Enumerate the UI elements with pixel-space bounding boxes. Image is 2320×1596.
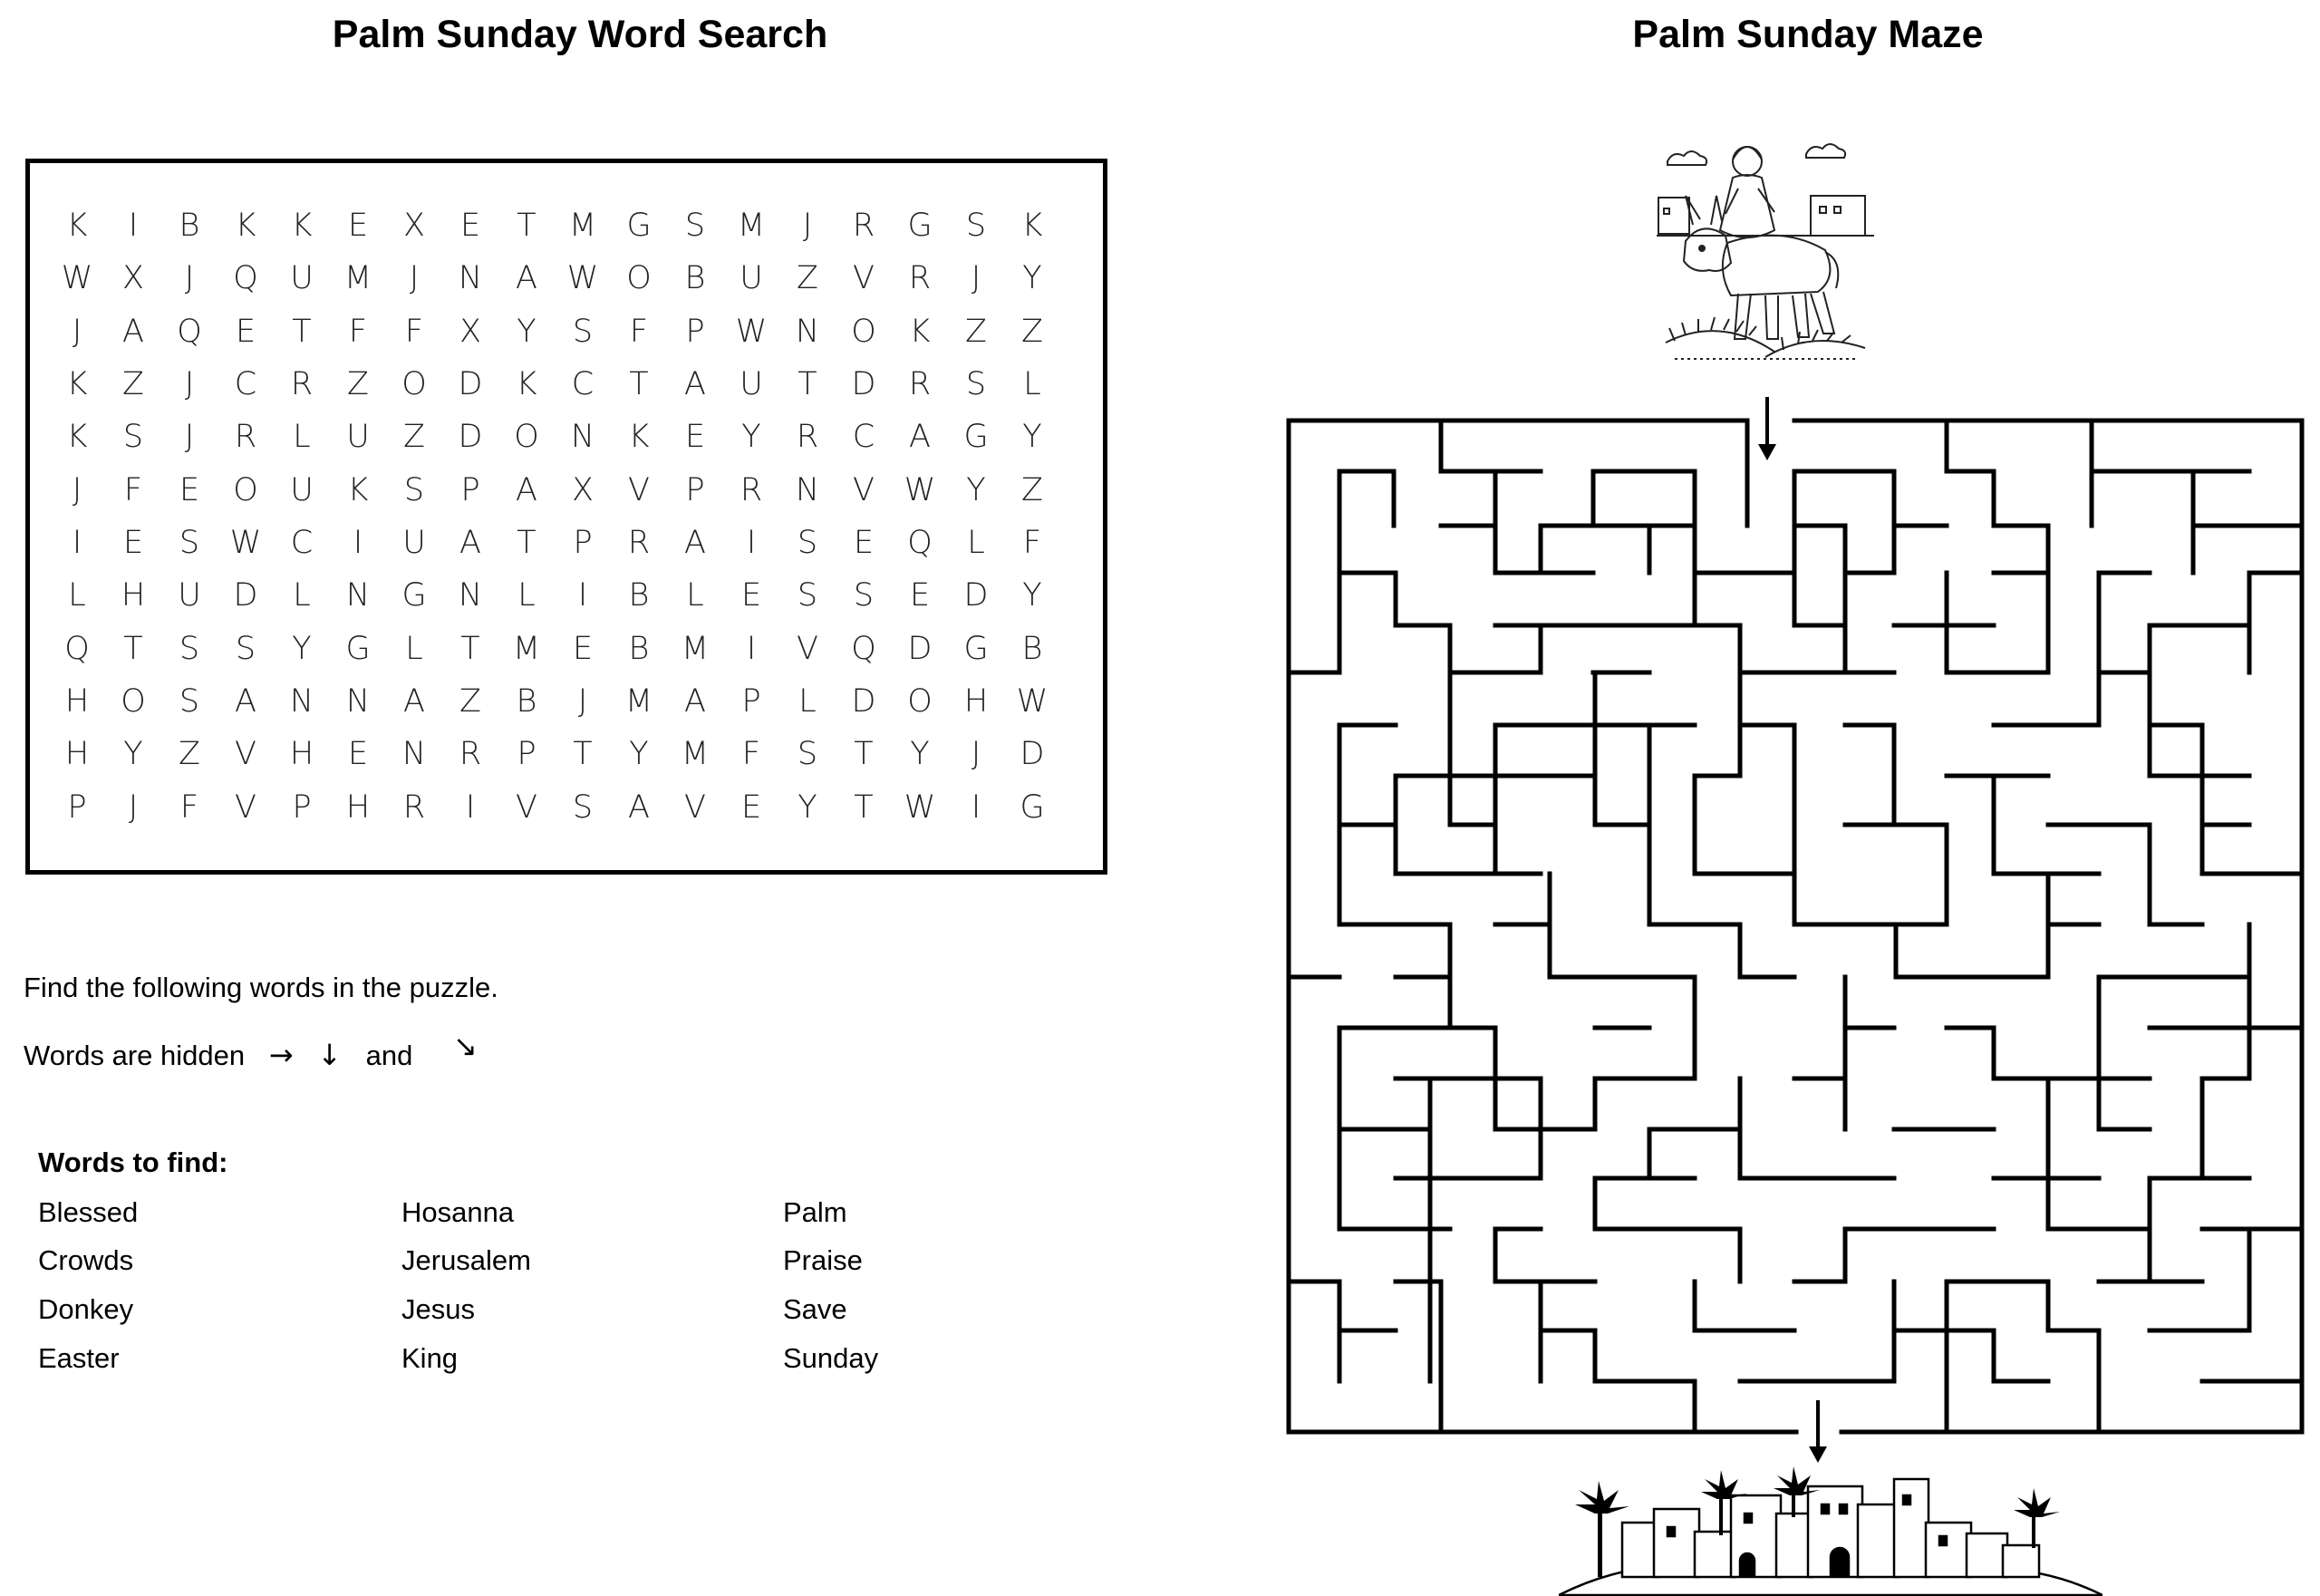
grid-letter: G bbox=[963, 419, 989, 456]
grid-letter: J bbox=[971, 260, 981, 297]
grid-letter: A bbox=[459, 525, 481, 562]
grid-letter: O bbox=[851, 313, 876, 350]
grid-letter: U bbox=[740, 366, 763, 403]
grid-letter: T bbox=[292, 313, 312, 350]
grid-letter: T bbox=[573, 736, 593, 773]
grid-letter: K bbox=[66, 419, 88, 456]
grid-letter: T bbox=[517, 208, 536, 245]
grid-letter: S bbox=[572, 788, 594, 826]
grid-letter: J bbox=[409, 260, 420, 297]
grid-letter: S bbox=[797, 525, 818, 562]
grid-letter: Z bbox=[122, 366, 144, 403]
grid-letter: B bbox=[1021, 630, 1043, 667]
grid-letter: I bbox=[746, 525, 757, 562]
grid-letter: L bbox=[1023, 366, 1041, 403]
grid-letter: Y bbox=[1022, 419, 1042, 456]
grid-letter: Y bbox=[292, 630, 312, 667]
grid-letter: L bbox=[967, 525, 985, 562]
grid-letter: F bbox=[741, 736, 761, 773]
grid-letter: J bbox=[128, 788, 139, 826]
grid-letter: W bbox=[61, 260, 93, 297]
grid-letter: Y bbox=[629, 736, 649, 773]
word-item: Blessed bbox=[38, 1196, 139, 1228]
grid-letter: B bbox=[628, 630, 650, 667]
grid-letter: V bbox=[853, 260, 875, 297]
grid-letter: B bbox=[628, 577, 650, 614]
grid-letter: V bbox=[684, 788, 706, 826]
grid-letter: Y bbox=[123, 736, 143, 773]
grid-letter: S bbox=[684, 208, 706, 245]
grid-letter: A bbox=[909, 419, 931, 456]
grid-letter: L bbox=[405, 630, 423, 667]
grid-letter: L bbox=[68, 577, 86, 614]
grid-letter: V bbox=[628, 471, 650, 508]
grid-letter: N bbox=[401, 736, 427, 773]
word-item: Palm bbox=[783, 1196, 847, 1228]
grid-letter: Z bbox=[1021, 313, 1043, 350]
grid-letter: D bbox=[1020, 736, 1045, 773]
grid-letter: J bbox=[184, 419, 195, 456]
grid-letter: Z bbox=[797, 260, 818, 297]
grid-letter: A bbox=[122, 313, 144, 350]
grid-letter: Y bbox=[910, 736, 930, 773]
grid-letter: X bbox=[459, 313, 481, 350]
grid-letter: Q bbox=[233, 260, 258, 297]
grid-letter: Y bbox=[1022, 260, 1042, 297]
grid-letter: D bbox=[458, 419, 483, 456]
grid-letter: O bbox=[514, 419, 539, 456]
grid-letter: G bbox=[1020, 788, 1045, 826]
arrow-diagonal-icon: ↘ bbox=[452, 1029, 478, 1063]
jerusalem-city-illustration bbox=[1559, 1459, 2102, 1596]
grid-letter: H bbox=[121, 577, 146, 614]
grid-letter: E bbox=[122, 525, 144, 562]
grid-letter: Z bbox=[459, 683, 481, 721]
grid-letter: J bbox=[184, 366, 195, 403]
grid-letter: P bbox=[517, 736, 536, 773]
grid-letter: T bbox=[460, 630, 480, 667]
grid-letter: P bbox=[460, 471, 480, 508]
grid-letter: W bbox=[229, 525, 262, 562]
grid-letter: R bbox=[402, 788, 426, 826]
grid-letter: R bbox=[796, 419, 819, 456]
grid-letter: I bbox=[971, 788, 981, 826]
grid-letter: K bbox=[347, 471, 369, 508]
instruction-hidden-text: Words are hidden bbox=[24, 1040, 246, 1071]
grid-letter: H bbox=[963, 683, 989, 721]
word-item: Sunday bbox=[783, 1342, 879, 1374]
grid-letter: D bbox=[963, 577, 989, 614]
grid-letter: P bbox=[67, 788, 87, 826]
instruction-find-words: Find the following words in the puzzle. bbox=[24, 972, 498, 1003]
grid-letter: X bbox=[122, 260, 144, 297]
grid-letter: M bbox=[737, 208, 766, 245]
grid-letter: O bbox=[121, 683, 146, 721]
grid-letter: S bbox=[235, 630, 256, 667]
grid-letter: Z bbox=[1021, 471, 1043, 508]
grid-letter: E bbox=[909, 577, 931, 614]
grid-letter: S bbox=[179, 683, 200, 721]
grid-letter: E bbox=[179, 471, 200, 508]
grid-letter: C bbox=[852, 419, 875, 456]
grid-letter: A bbox=[516, 471, 537, 508]
grid-letter: I bbox=[128, 208, 139, 245]
grid-letter: I bbox=[72, 525, 82, 562]
grid-letter: U bbox=[178, 577, 201, 614]
grid-letter: S bbox=[122, 419, 144, 456]
grid-letter: Z bbox=[965, 313, 987, 350]
grid-letter: V bbox=[516, 788, 537, 826]
grid-letter: R bbox=[852, 208, 875, 245]
grid-letter: K bbox=[1021, 208, 1043, 245]
grid-letter: B bbox=[516, 683, 537, 721]
grid-letter: S bbox=[853, 577, 875, 614]
grid-letter: F bbox=[123, 471, 143, 508]
grid-letter: S bbox=[179, 630, 200, 667]
grid-letter: V bbox=[797, 630, 818, 667]
grid-letter: F bbox=[404, 313, 424, 350]
grid-letter: P bbox=[741, 683, 761, 721]
grid-letter: S bbox=[797, 577, 818, 614]
maze-title: Palm Sunday Maze bbox=[1632, 13, 1984, 56]
grid-letter: T bbox=[854, 788, 874, 826]
grid-letter: D bbox=[233, 577, 258, 614]
grid-letter: O bbox=[907, 683, 933, 721]
grid-letter: R bbox=[740, 471, 763, 508]
grid-letter: G bbox=[907, 208, 933, 245]
grid-letter: Y bbox=[966, 471, 986, 508]
grid-letter: N bbox=[345, 683, 371, 721]
grid-letter: J bbox=[184, 260, 195, 297]
grid-letter: U bbox=[290, 471, 314, 508]
grid-letter: V bbox=[853, 471, 875, 508]
grid-letter: A bbox=[684, 683, 706, 721]
grid-letter: L bbox=[293, 577, 311, 614]
grid-letter: C bbox=[571, 366, 594, 403]
grid-letter: R bbox=[290, 366, 314, 403]
grid-letter: T bbox=[854, 736, 874, 773]
grid-letter: Z bbox=[179, 736, 200, 773]
grid-letter: A bbox=[628, 788, 650, 826]
grid-letter: K bbox=[66, 366, 88, 403]
grid-letter: A bbox=[684, 366, 706, 403]
grid-letter: I bbox=[577, 577, 588, 614]
grid-letter: M bbox=[512, 630, 541, 667]
grid-letter: L bbox=[517, 577, 536, 614]
grid-letter: A bbox=[403, 683, 425, 721]
grid-letter: G bbox=[345, 630, 371, 667]
grid-letter: M bbox=[568, 208, 597, 245]
grid-letter: Q bbox=[64, 630, 90, 667]
grid-letter: F bbox=[1022, 525, 1042, 562]
grid-letter: E bbox=[740, 577, 762, 614]
grid-letter: K bbox=[628, 419, 650, 456]
grid-letter: G bbox=[626, 208, 652, 245]
grid-letter: N bbox=[570, 419, 595, 456]
grid-letter: K bbox=[516, 366, 537, 403]
grid-letter: H bbox=[289, 736, 314, 773]
grid-letter: V bbox=[235, 788, 256, 826]
grid-letter: W bbox=[566, 260, 599, 297]
grid-letter: U bbox=[740, 260, 763, 297]
grid-letter: E bbox=[572, 630, 594, 667]
maze-walls bbox=[1289, 421, 2302, 1432]
grid-letter: B bbox=[684, 260, 706, 297]
grid-letter: G bbox=[401, 577, 427, 614]
grid-letter: W bbox=[904, 471, 936, 508]
grid-letter: Q bbox=[851, 630, 876, 667]
grid-letter: P bbox=[685, 313, 705, 350]
grid-letter: R bbox=[627, 525, 651, 562]
grid-letter: E bbox=[347, 736, 369, 773]
grid-letter: R bbox=[908, 366, 932, 403]
maze-start-arrow bbox=[1758, 397, 1776, 460]
grid-letter: C bbox=[234, 366, 257, 403]
grid-letter: S bbox=[797, 736, 818, 773]
grid-letter: S bbox=[965, 208, 987, 245]
grid-letter: W bbox=[1016, 683, 1049, 721]
grid-letter: A bbox=[516, 260, 537, 297]
arrow-down-icon: ↓ bbox=[317, 1038, 342, 1072]
grid-letter: K bbox=[235, 208, 256, 245]
grid-letter: T bbox=[517, 525, 536, 562]
grid-letter: O bbox=[233, 471, 258, 508]
word-item: Jesus bbox=[401, 1293, 475, 1325]
word-search-title: Palm Sunday Word Search bbox=[332, 13, 828, 56]
word-item: Crowds bbox=[38, 1244, 134, 1276]
grid-letter: N bbox=[345, 577, 371, 614]
grid-letter: E bbox=[740, 788, 762, 826]
grid-letter: J bbox=[72, 313, 82, 350]
grid-letter: U bbox=[346, 419, 370, 456]
grid-letter: T bbox=[123, 630, 143, 667]
grid-letter: S bbox=[179, 525, 200, 562]
grid-letter: H bbox=[64, 683, 90, 721]
grid-letter: J bbox=[971, 736, 981, 773]
grid-letter: Z bbox=[403, 419, 425, 456]
grid-letter: W bbox=[904, 788, 936, 826]
grid-letter: W bbox=[735, 313, 768, 350]
grid-letter: P bbox=[292, 788, 312, 826]
grid-letter: L bbox=[686, 577, 704, 614]
grid-letter: T bbox=[798, 366, 817, 403]
grid-letter: M bbox=[681, 736, 710, 773]
arrow-right-icon: → bbox=[268, 1038, 294, 1072]
grid-letter: M bbox=[624, 683, 653, 721]
grid-letter: E bbox=[347, 208, 369, 245]
grid-letter: N bbox=[458, 260, 483, 297]
word-item: Hosanna bbox=[401, 1196, 515, 1228]
maze-end-arrow bbox=[1809, 1400, 1827, 1463]
grid-letter: C bbox=[290, 525, 314, 562]
grid-letter: Z bbox=[347, 366, 369, 403]
grid-letter: D bbox=[907, 630, 933, 667]
grid-letter: D bbox=[851, 683, 876, 721]
grid-letter: S bbox=[965, 366, 987, 403]
grid-letter: Q bbox=[907, 525, 933, 562]
grid-letter: M bbox=[681, 630, 710, 667]
grid-letter: F bbox=[629, 313, 649, 350]
grid-letter: X bbox=[572, 471, 594, 508]
word-item: Donkey bbox=[38, 1293, 134, 1325]
grid-letter: X bbox=[403, 208, 425, 245]
grid-letter: T bbox=[629, 366, 649, 403]
grid-letter: I bbox=[353, 525, 363, 562]
grid-letter: J bbox=[802, 208, 813, 245]
grid-letter: K bbox=[291, 208, 313, 245]
word-item: King bbox=[401, 1342, 459, 1374]
grid-letter: G bbox=[963, 630, 989, 667]
grid-letter: Y bbox=[1022, 577, 1042, 614]
grid-letter: P bbox=[685, 471, 705, 508]
grid-letter: E bbox=[459, 208, 481, 245]
grid-letter: S bbox=[572, 313, 594, 350]
grid-letter: U bbox=[290, 260, 314, 297]
grid-letter: F bbox=[179, 788, 199, 826]
grid-letter: A bbox=[235, 683, 256, 721]
instruction-and-text: and bbox=[365, 1040, 413, 1071]
grid-letter: Y bbox=[798, 788, 817, 826]
word-item: Praise bbox=[783, 1244, 863, 1276]
grid-letter: N bbox=[795, 313, 820, 350]
word-item: Save bbox=[783, 1293, 847, 1325]
grid-letter: F bbox=[348, 313, 368, 350]
grid-letter: Y bbox=[517, 313, 536, 350]
grid-letter: O bbox=[401, 366, 427, 403]
grid-letter: S bbox=[403, 471, 425, 508]
grid-letter: J bbox=[72, 471, 82, 508]
word-item: Easter bbox=[38, 1342, 120, 1374]
words-to-find-heading: Words to find: bbox=[38, 1146, 228, 1178]
grid-letter: R bbox=[459, 736, 482, 773]
grid-letter: O bbox=[626, 260, 652, 297]
grid-letter: I bbox=[465, 788, 476, 826]
grid-letter: N bbox=[795, 471, 820, 508]
grid-letter: P bbox=[573, 525, 593, 562]
grid-letter: N bbox=[458, 577, 483, 614]
grid-letter: M bbox=[343, 260, 372, 297]
grid-letter: H bbox=[345, 788, 371, 826]
grid-letter: I bbox=[746, 630, 757, 667]
grid-letter: K bbox=[909, 313, 931, 350]
grid-letter: V bbox=[235, 736, 256, 773]
grid-letter: D bbox=[458, 366, 483, 403]
grid-letter: E bbox=[684, 419, 706, 456]
word-item: Jerusalem bbox=[401, 1244, 531, 1276]
grid-letter: J bbox=[577, 683, 588, 721]
grid-letter: L bbox=[798, 683, 817, 721]
grid-letter: A bbox=[684, 525, 706, 562]
grid-letter: K bbox=[66, 208, 88, 245]
grid-letter: R bbox=[908, 260, 932, 297]
grid-letter: L bbox=[293, 419, 311, 456]
grid-letter: H bbox=[64, 736, 90, 773]
grid-letter: U bbox=[402, 525, 426, 562]
grid-letter: Q bbox=[177, 313, 202, 350]
grid-letter: N bbox=[289, 683, 314, 721]
grid-letter: B bbox=[179, 208, 200, 245]
grid-letter: D bbox=[851, 366, 876, 403]
grid-letter: R bbox=[234, 419, 257, 456]
grid-letter: Y bbox=[741, 419, 761, 456]
grid-letter: E bbox=[235, 313, 256, 350]
grid-letter: E bbox=[853, 525, 875, 562]
